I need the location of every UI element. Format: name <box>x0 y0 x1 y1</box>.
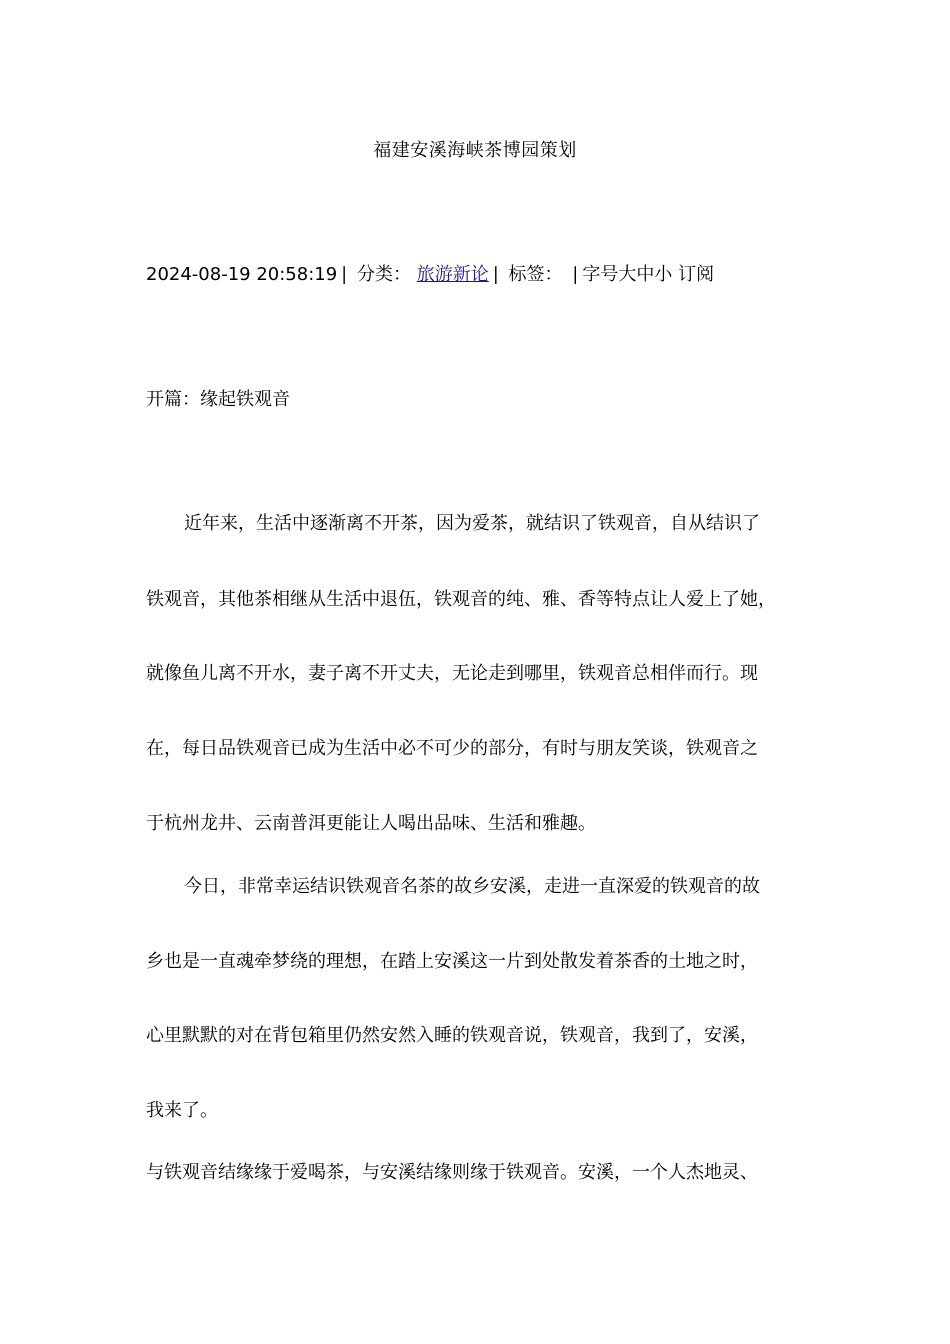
post-datetime: 2024-08-19 20:58:19 <box>146 264 338 285</box>
category-label: 分类： <box>356 264 411 285</box>
meta-separator: | <box>341 264 348 285</box>
body-line: 与铁观音结缘缘于爱喝茶，与安溪结缘则缘于铁观音。安溪，一个人杰地灵、 <box>146 1162 758 1183</box>
body-line: 近年来，生活中逐渐离不开茶，因为爱茶，就结识了铁观音，自从结识了 <box>184 513 760 534</box>
body-line: 今日，非常幸运结识铁观音名茶的故乡安溪，走进一直深爱的铁观音的故 <box>184 876 760 897</box>
body-line: 于杭州龙井、云南普洱更能让人喝出品味、生活和雅趣。 <box>146 813 596 834</box>
body-line: 心里默默的对在背包箱里仍然安然入睡的铁观音说，铁观音，我到了，安溪， <box>146 1025 758 1046</box>
body-line: 铁观音，其他茶相继从生活中退伍，铁观音的纯、雅、香等特点让人爱上了她， <box>146 589 776 610</box>
body-line: 乡也是一直魂牵梦绕的理想，在踏上安溪这一片到处散发着茶香的土地之时， <box>146 951 758 972</box>
body-line: 在，每日品铁观音已成为生活中必不可少的部分，有时与朋友笑谈，铁观音之 <box>146 738 758 759</box>
tags-label: 标签： <box>508 264 563 285</box>
font-size-options[interactable]: 字号大中小 <box>582 264 673 285</box>
meta-separator: | <box>572 264 579 285</box>
body-line: 我来了。 <box>146 1100 218 1121</box>
subscribe-link[interactable]: 订阅 <box>678 264 715 285</box>
section-heading: 开篇：缘起铁观音 <box>146 389 290 410</box>
post-meta <box>146 263 714 287</box>
category-link[interactable]: 旅游新论 <box>416 264 489 285</box>
meta-separator: | <box>492 264 499 285</box>
page-title: 福建安溪海峡茶博园策划 <box>373 140 577 161</box>
body-line: 就像鱼儿离不开水，妻子离不开丈夫，无论走到哪里，铁观音总相伴而行。现 <box>146 663 758 684</box>
